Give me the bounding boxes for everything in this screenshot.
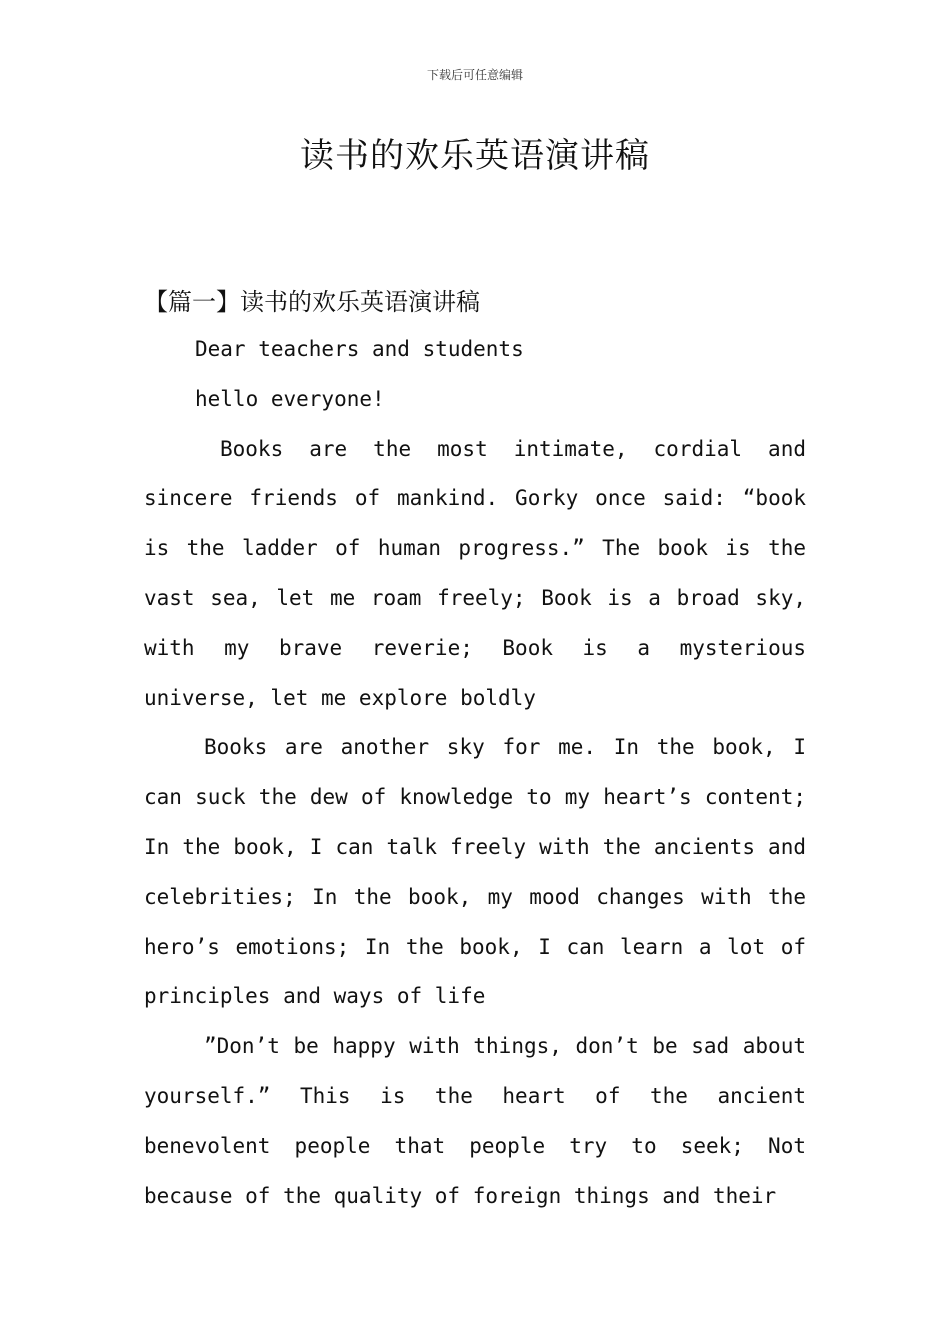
greeting-line: hello everyone! xyxy=(195,386,385,411)
document-body xyxy=(144,325,806,1221)
body-paragraph: ”Don’t be happy with things, don’t be sad about yourself.” This is the heart of the ancient benevolent people that people try to seek; Not because of the quality of foreign things and their xyxy=(144,1034,806,1208)
page-header-note: 下载后可任意编辑 xyxy=(426,68,523,82)
section-heading: 【篇一】读书的欢乐英语演讲稿 xyxy=(144,288,480,316)
body-paragraph: Books are another sky for me. In the book, I can suck the dew of knowledge to my heart’s content; In the book, I can talk freely with the ancients and celebrities; In the book, my mood changes with the hero’s emotions; In the book, I can learn a lot of principles and ways of life xyxy=(144,735,806,1009)
greeting-line: Dear teachers and students xyxy=(195,337,524,361)
body-paragraph: Books are the most intimate, cordial and sincere friends of mankind. Gorky once said: “book is the ladder of human progress.” The book is the vast sea, let me roam freely; Book is a broad sky, with my brave reverie; Book is a mysterious universe, let me explore boldly xyxy=(144,436,806,710)
document-title: 读书的欢乐英语演讲稿 xyxy=(300,136,650,176)
